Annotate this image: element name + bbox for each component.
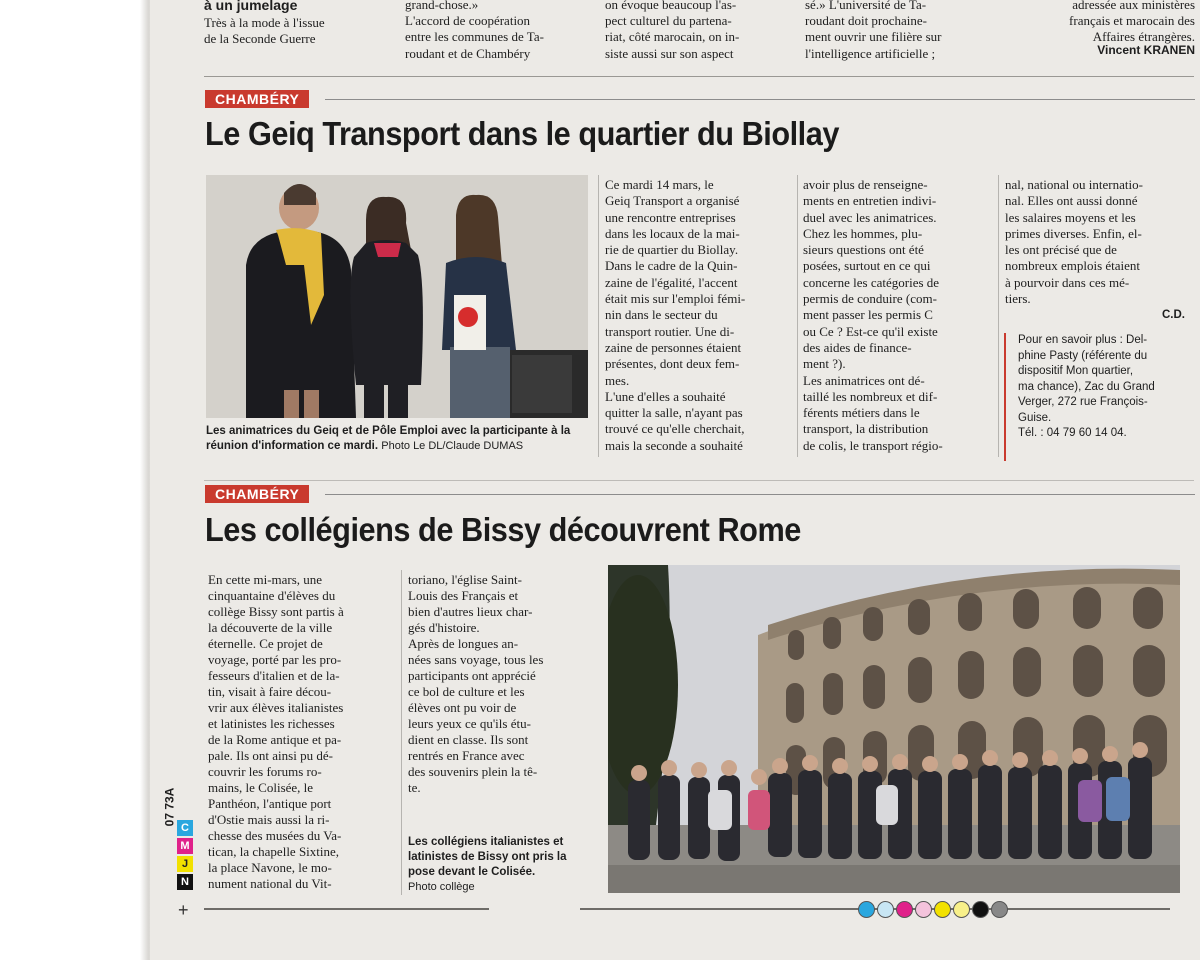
registration-dot-grey (991, 901, 1008, 918)
kicker-rule (325, 99, 1195, 100)
article2-kicker: CHAMBÉRY (205, 485, 309, 503)
column-rule (598, 175, 599, 457)
section-divider (204, 76, 1194, 77)
registration-dot-light-yellow (953, 901, 970, 918)
column-rule (998, 175, 999, 457)
column-rule (401, 570, 402, 895)
article1-signature: C.D. (1162, 309, 1185, 321)
cmjn-m: M (177, 838, 193, 854)
article2-col2: toriano, l'église Saint- Louis des Français et bien d'autres lieux char- gés d'histoire. Après de longues an- nées sans voyage, tous les participants ont apprécié ce bol de culture et les élèves ont pu voir de leurs yeux ce qu'ils étu- dient en classe. Ils sont rentrés en France avec des souvenirs plein la tê- te. (408, 572, 544, 795)
top-col3-head: on évoque beaucoup l'as- (605, 0, 737, 12)
bottom-rule (204, 908, 489, 910)
top-col3-text: pect culturel du partena- riat, côté marocain, on in- siste aussi sur son aspect (605, 13, 740, 61)
column-rule (797, 175, 798, 457)
registration-dot-light-magenta (915, 901, 932, 918)
kicker-rule (325, 494, 1195, 495)
article1-col3: nal, national ou internatio- nal. Elles ont aussi donné les salaires moyens et les primes diverses. Enfin, el- les ont précisé que de nombreux emplois étaient à pourvoir dans ces mé- tiers. (1005, 177, 1143, 307)
edition-code: 07 73A (162, 787, 177, 827)
newspaper-page (150, 0, 1200, 960)
article1-infobox (1004, 333, 1194, 461)
top-signature: Vincent KRANEN (1097, 43, 1195, 57)
article2-photo-credit: Photo collège (408, 881, 475, 893)
article1-photo-credit: Photo Le DL/Claude DUMAS (381, 440, 524, 452)
top-col4-head: sé.» L'université de Ta- (805, 0, 927, 12)
registration-dot-magenta (896, 901, 913, 918)
article1-kicker: CHAMBÉRY (205, 90, 309, 108)
top-col2-head: grand-chose.» (405, 0, 479, 12)
cmjn-n: N (177, 874, 193, 890)
article1-photo (206, 175, 588, 418)
registration-dot-yellow (934, 901, 951, 918)
top-col2-text: L'accord de coopération entre les communes de Ta- roudant et de Chambéry (405, 13, 544, 61)
bottom-rule (580, 908, 1170, 910)
article2-photo-colosseum (608, 565, 1180, 893)
article2-col1: En cette mi-mars, une cinquantaine d'élèves du collège Bissy sont partis à la découverte de la ville éternelle. Ce projet de voyage, porté par les pro- fesseurs d'italien et de la- tin, visait à faire décou- vrir aux élèves italianistes et latinistes les richesses de la Rome antique et pa- pale. Ils ont ainsi pu dé- couvrir les forums ro- mains, le Colisée, le Panthéon, l'antique port d'Ostie mais aussi la ri- chesse des musées du Va- tican, la chapelle Sixtine, la place Navone, le mo- nument national du Vit- (208, 572, 344, 891)
article1-col2: avoir plus de renseigne- ments en entretien indivi- duel avec les animatrices. Chez les hommes, plu- sieurs questions ont été posées, surtout en ce qui concerne les catégories de permis de conduire (com- ment passer les permis C ou Ce ? Est-ce qu'il existe des aides de finance- ment ?). Les animatrices ont dé- taillé les nombreux et dif- férents métiers dans le transport, la distribution de colis, le transport régio- (803, 177, 943, 453)
registration-dot-black (972, 901, 989, 918)
registration-dot-cyan (858, 901, 875, 918)
top-col1-text: Très à la mode à l'issue de la Seconde Guerre (204, 15, 325, 47)
article2-caption-text: Les collégiens italianistes et latinistes de Bissy ont pris la pose devant le Colisée. (408, 836, 567, 878)
top-col1-head: à un jumelage (204, 0, 298, 13)
article1-caption-text: Les animatrices du Geiq et de Pôle Emploi avec la participante à la réunion d'information ce mardi. (206, 425, 571, 452)
article2-caption (408, 835, 593, 895)
registration-dot-light-cyan (877, 901, 894, 918)
top-col4-text: roudant doit prochaine- ment ouvrir une filière sur l'intelligence artificielle ; (805, 13, 942, 61)
top-col5-head: adressée aux ministères (1072, 0, 1195, 12)
cmjn-j: J (177, 856, 193, 872)
top-col5-text: français et marocain des Affaires étrangères. (1069, 13, 1195, 45)
article1-caption (206, 424, 591, 454)
cmjn-c: C (177, 820, 193, 836)
article1-col1: Ce mardi 14 mars, le Geiq Transport a organisé une rencontre entreprises dans les locaux de la mai- rie de quartier du Biollay. Dans le cadre de la Quin- zaine de l'égalité, l'accent était mis sur l'emploi fémi- nin dans le secteur du transport routier. Une di- zaine de personnes étaient présentes, dont deux fem- mes. L'une d'elles a souhaité quitter la salle, n'ayant pas trouvé ce qu'elle cherchait, mais la seconde a souhaité (605, 177, 746, 453)
crop-mark-icon: + (178, 900, 189, 920)
article2-headline: Les collégiens de Bissy découvrent Rome (205, 511, 801, 548)
cmjn-strip (177, 820, 195, 890)
section-divider (204, 480, 1194, 481)
article1-headline: Le Geiq Transport dans le quartier du Biollay (205, 115, 839, 152)
infobox-text: Pour en savoir plus : Del- phine Pasty (référente du dispositif Mon quartier, ma chance), Zac du Grand Verger, 272 rue François- Guise. Tél. : 04 79 60 14 04. (1018, 334, 1155, 439)
